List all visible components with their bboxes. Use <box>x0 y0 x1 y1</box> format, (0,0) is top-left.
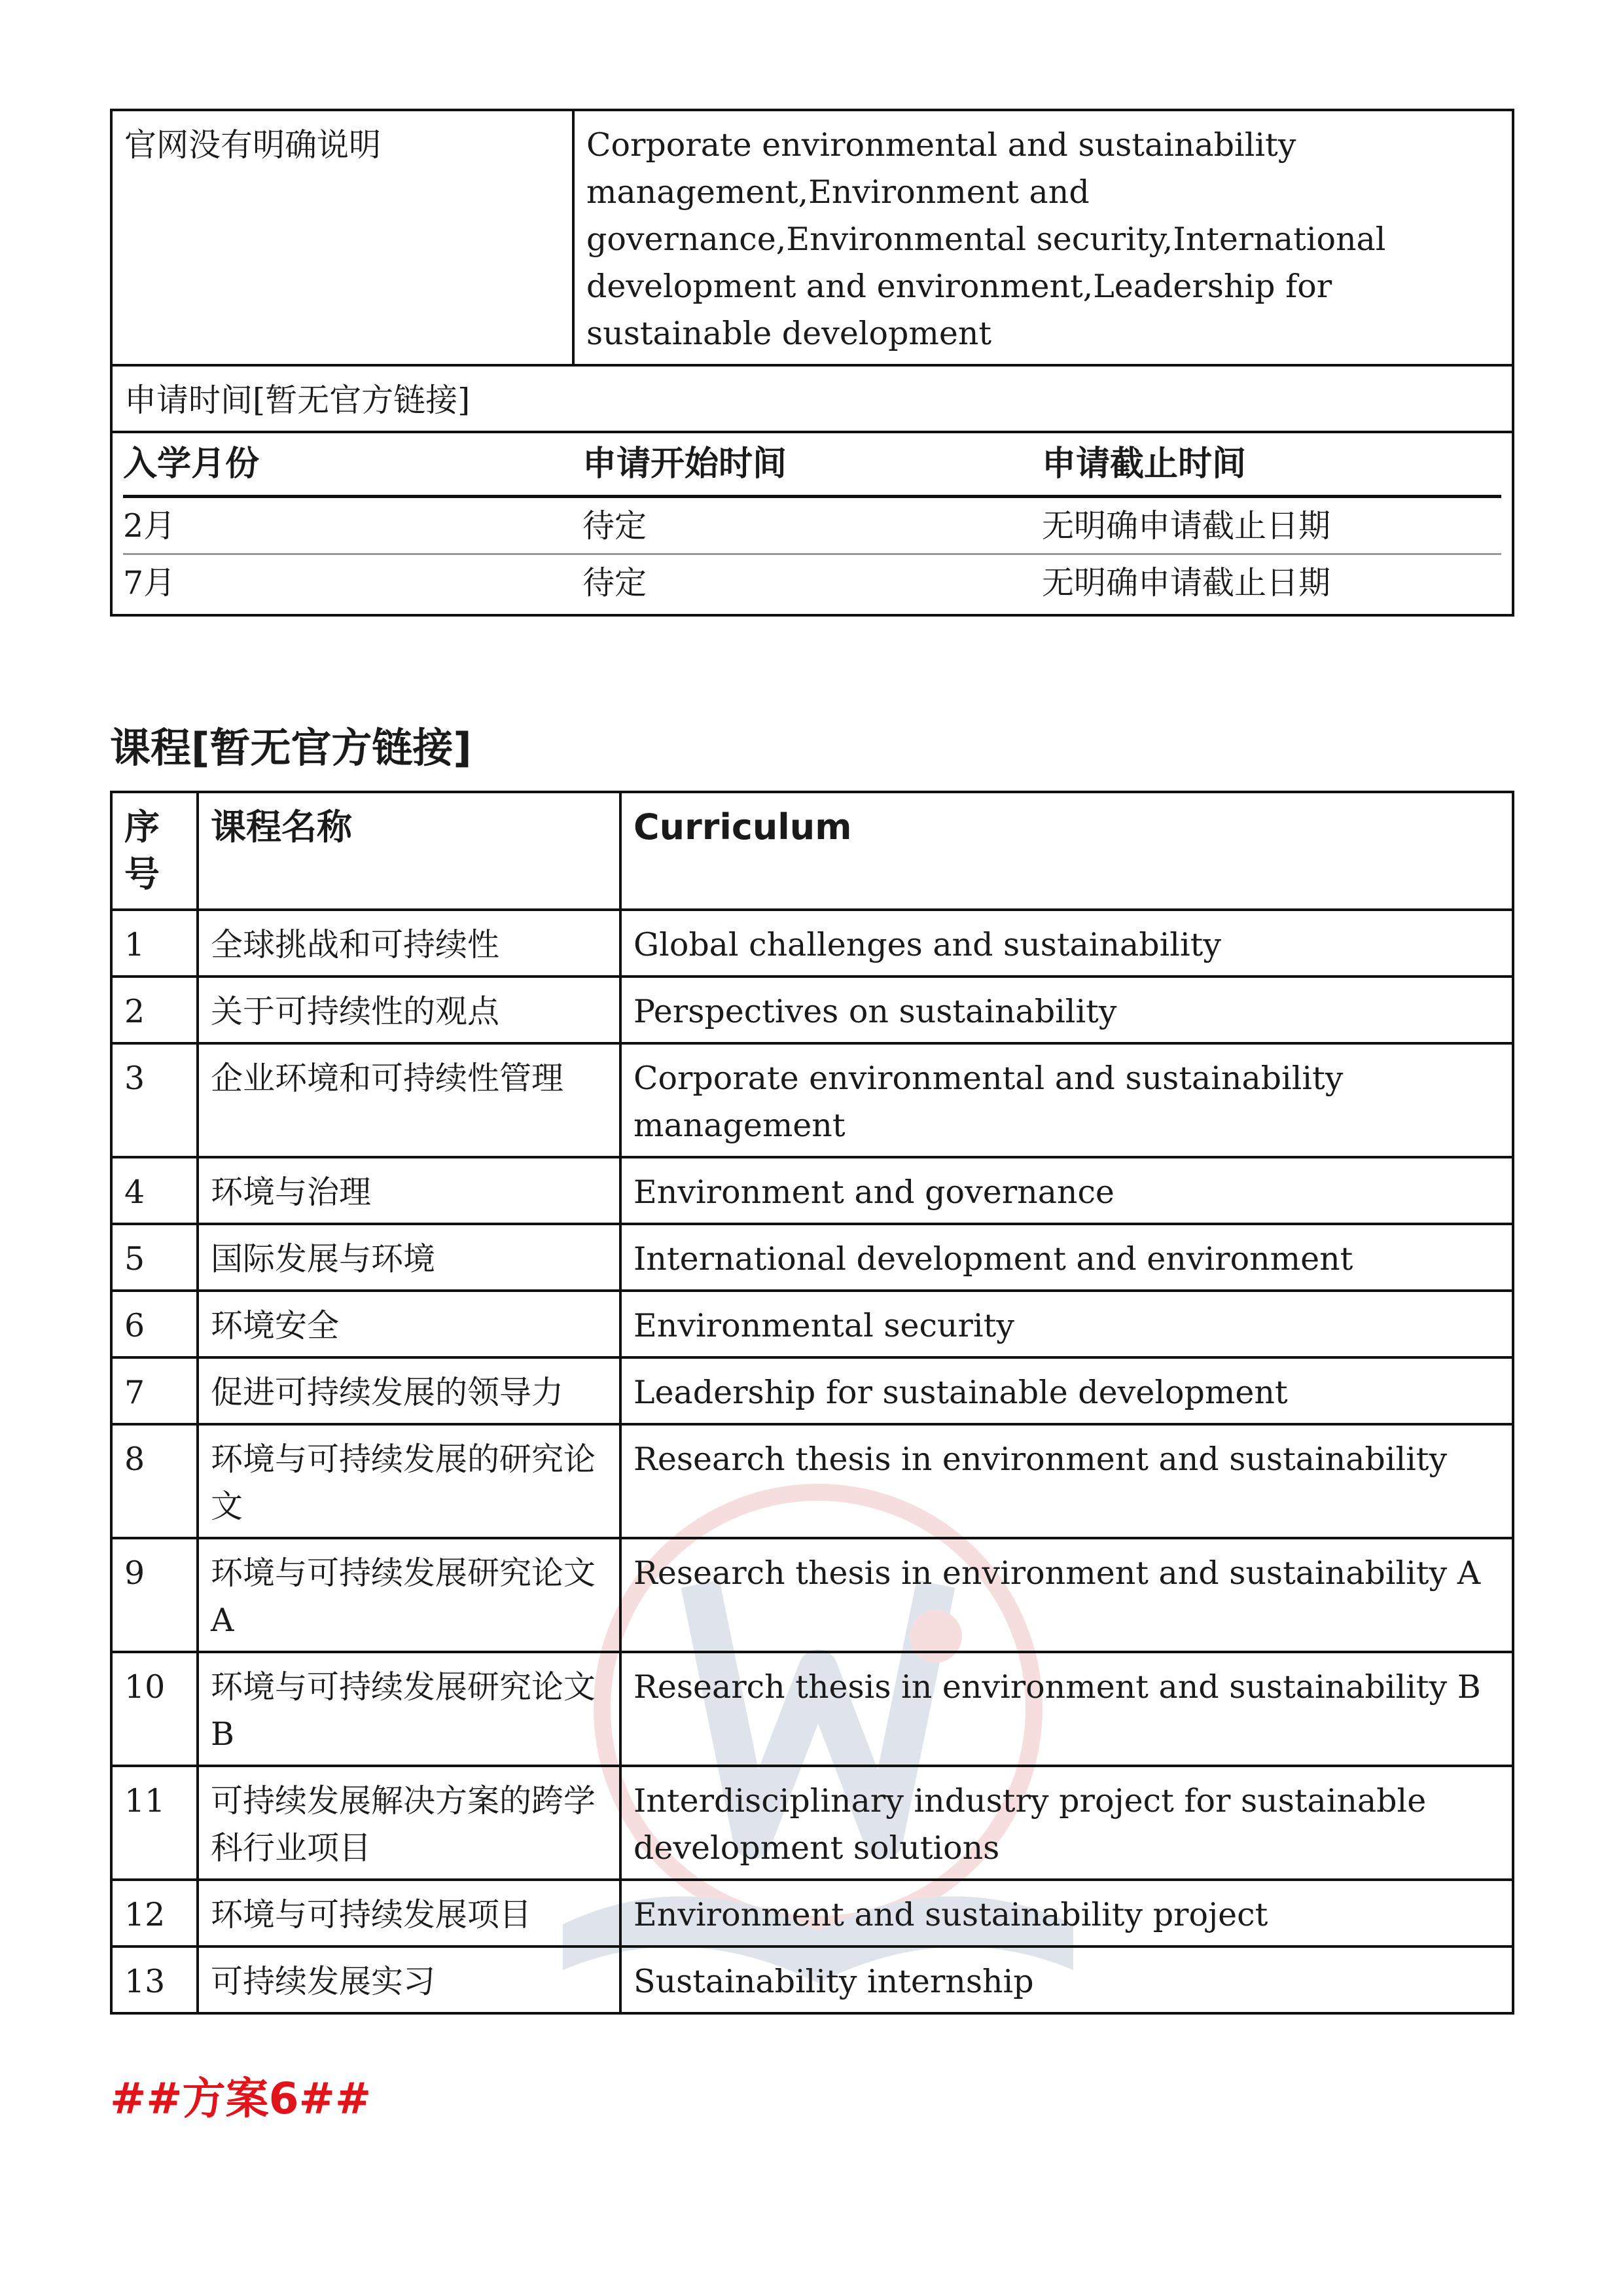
course-list <box>111 910 1513 2013</box>
course-row <box>111 977 1513 1043</box>
course-row <box>111 1766 1513 1880</box>
course-number: 7 <box>111 1357 198 1424</box>
course-row <box>111 1652 1513 1766</box>
header-course-name: 课程名称 <box>198 792 620 910</box>
course-name-en: Environmental security <box>620 1291 1513 1357</box>
application-row <box>123 554 1501 611</box>
course-name-en: Sustainability internship <box>620 1946 1513 2013</box>
course-name-cn: 环境与可持续发展的研究论文 <box>198 1424 620 1538</box>
application-dates-table <box>123 433 1501 610</box>
header-deadline: 申请截止时间 <box>1042 433 1501 497</box>
course-number: 10 <box>111 1652 198 1766</box>
course-number: 3 <box>111 1043 198 1157</box>
directions-row <box>111 110 1513 365</box>
course-name-en: Environment and sustainability project <box>620 1880 1513 1946</box>
start-time: 待定 <box>582 564 647 601</box>
courses-heading: 课程[暂无官方链接] <box>110 724 472 772</box>
course-name-en: Perspectives on sustainability <box>620 977 1513 1043</box>
course-number: 2 <box>111 977 198 1043</box>
course-row <box>111 1538 1513 1652</box>
course-name-en: Global challenges and sustainability <box>620 910 1513 977</box>
course-header-row <box>111 792 1513 910</box>
course-row <box>111 1424 1513 1538</box>
course-number: 1 <box>111 910 198 977</box>
course-name-cn: 可持续发展解决方案的跨学科行业项目 <box>198 1766 620 1880</box>
application-title-row <box>111 365 1513 432</box>
course-name-cn: 环境与可持续发展项目 <box>198 1880 620 1946</box>
course-name-cn: 全球挑战和可持续性 <box>198 910 620 977</box>
application-title: 申请时间[暂无官方链接] <box>111 365 1513 432</box>
course-name-en: Environment and governance <box>620 1157 1513 1224</box>
course-number: 4 <box>111 1157 198 1224</box>
course-name-cn: 关于可持续性的观点 <box>198 977 620 1043</box>
course-name-cn: 促进可持续发展的领导力 <box>198 1357 620 1424</box>
course-number: 12 <box>111 1880 198 1946</box>
course-name-en: Interdisciplinary industry project for sustainable development solutions <box>620 1766 1513 1880</box>
intake-month: 7月 <box>123 564 176 601</box>
course-number: 13 <box>111 1946 198 2013</box>
intake-month: 2月 <box>123 497 582 554</box>
course-name-cn: 环境与治理 <box>198 1157 620 1224</box>
course-number: 6 <box>111 1291 198 1357</box>
course-row <box>111 1291 1513 1357</box>
course-name-en: Research thesis in environment and sustainability <box>620 1424 1513 1538</box>
course-name-cn: 环境与可持续发展研究论文A <box>198 1538 620 1652</box>
course-name-en: Corporate environmental and sustainability management <box>620 1043 1513 1157</box>
course-number: 9 <box>111 1538 198 1652</box>
header-intake-month: 入学月份 <box>123 433 582 497</box>
directions-list: Corporate environmental and sustainability management,Environment and governance,Environmental security,International development and environment,Leadership for sustainable development <box>573 110 1513 365</box>
deadline: 无明确申请截止日期 <box>1042 497 1501 554</box>
header-curriculum: Curriculum <box>620 792 1513 910</box>
course-row <box>111 1357 1513 1424</box>
application-row <box>123 497 1501 554</box>
application-table-row <box>111 432 1513 615</box>
deadline: 无明确申请截止日期 <box>1042 564 1331 601</box>
program-info-table <box>110 109 1514 617</box>
plan-heading: ##方案6## <box>110 2073 372 2124</box>
course-number: 8 <box>111 1424 198 1538</box>
course-name-cn: 环境与可持续发展研究论文B <box>198 1652 620 1766</box>
course-name-en: Leadership for sustainable development <box>620 1357 1513 1424</box>
course-number: 5 <box>111 1224 198 1291</box>
header-no: 序号 <box>111 792 198 910</box>
course-row <box>111 1157 1513 1224</box>
course-row <box>111 1043 1513 1157</box>
course-row <box>111 1946 1513 2013</box>
application-table-cell <box>111 432 1513 615</box>
course-name-en: Research thesis in environment and sustainability A <box>620 1538 1513 1652</box>
course-row <box>111 1224 1513 1291</box>
course-name-cn: 可持续发展实习 <box>198 1946 620 2013</box>
course-name-en: International development and environment <box>620 1224 1513 1291</box>
course-name-en: Research thesis in environment and sustainability B <box>620 1652 1513 1766</box>
directions-note: 官网没有明确说明 <box>111 110 573 365</box>
start-time: 待定 <box>582 497 1042 554</box>
header-start-time: 申请开始时间 <box>582 433 1042 497</box>
course-name-cn: 企业环境和可持续性管理 <box>198 1043 620 1157</box>
course-table <box>110 791 1514 2015</box>
course-number: 11 <box>111 1766 198 1880</box>
course-row <box>111 1880 1513 1946</box>
course-row <box>111 910 1513 977</box>
course-name-cn: 国际发展与环境 <box>198 1224 620 1291</box>
course-name-cn: 环境安全 <box>198 1291 620 1357</box>
